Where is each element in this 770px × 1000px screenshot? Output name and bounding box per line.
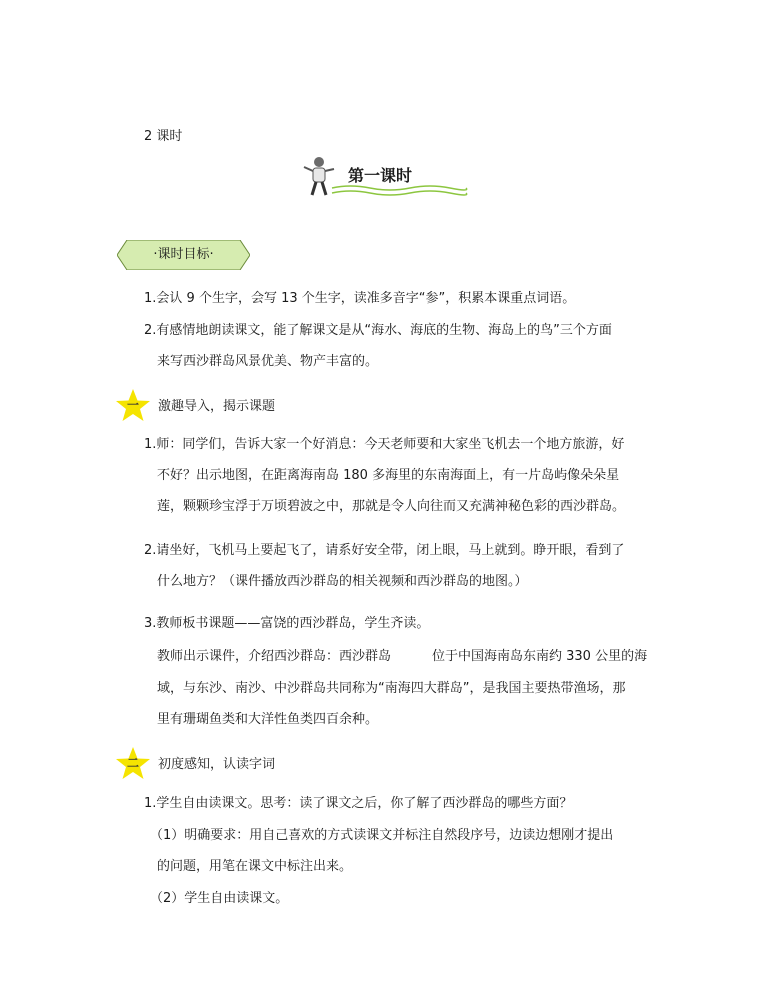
- section-marker-star: 二: [115, 746, 151, 780]
- paragraph-line: 不好？出示地图，在距离海南岛 180 多海里的东南海面上，有一片岛屿像朵朵星: [157, 468, 620, 483]
- goal-1: 1.会认 9 个生字，会写 13 个生字，读准多音字“参”，积累本课重点词语。: [144, 291, 576, 306]
- paragraph-line: 2.请坐好，飞机马上要起飞了，请系好安全带，闭上眼，马上就到。睁开眼，看到了: [144, 543, 625, 558]
- paragraph-line: 什么地方？（课件播放西沙群岛的相关视频和西沙群岛的地图。）: [157, 574, 528, 589]
- page-title: 第一课时: [348, 166, 413, 185]
- paragraph-line: （2）学生自由读课文。: [150, 891, 289, 906]
- paragraph-line: 的问题，用笔在课文中标注出来。: [157, 859, 353, 874]
- lesson-count: 2 课时: [144, 129, 183, 144]
- lesson-goals-label: ·课时目标·: [153, 247, 214, 262]
- lesson-title-banner: [300, 155, 470, 200]
- paragraph-line: 域，与东沙、南沙、中沙群岛共同称为“南海四大群岛”，是我国主要热带渔场，那: [157, 681, 626, 696]
- paragraph-line: 教师出示课件，介绍西沙群岛：西沙群岛: [157, 649, 392, 664]
- paragraph-line: 3.教师板书课题——富饶的西沙群岛，学生齐读。: [144, 616, 430, 631]
- paragraph-line: 1.学生自由读课文。思考：读了课文之后，你了解了西沙群岛的哪些方面？: [144, 796, 573, 811]
- paragraph-line: 1.师：同学们，告诉大家一个好消息：今天老师要和大家坐飞机去一个地方旅游，好: [144, 437, 625, 452]
- lesson-goals-tag: [117, 240, 250, 270]
- paragraph-line: 莲，颗颗珍宝浮于万顷碧波之中，那就是令人向往而又充满神秘色彩的西沙群岛。: [157, 499, 626, 514]
- paragraph-line: （1）明确要求：用自己喜欢的方式读课文并标注自然段序号，边读边想刚才提出: [150, 828, 614, 843]
- decorative-wave: [330, 183, 468, 199]
- section-marker-star: 一: [115, 388, 151, 422]
- section-2-title: 初度感知，认读字词: [158, 757, 276, 772]
- goal-2: 2.有感情地朗读课文，能了解课文是从“海水、海底的生物、海岛上的鸟”三个方面: [144, 323, 612, 338]
- paragraph-line: 里有珊瑚鱼类和大洋性鱼类四百余种。: [157, 712, 379, 727]
- goal-2-continued: 来写西沙群岛风景优美、物产丰富的。: [157, 354, 379, 369]
- section-1-title: 激趣导入，揭示课题: [158, 399, 276, 414]
- paragraph-line: 位于中国海南岛东南约 330 公里的海: [432, 649, 648, 664]
